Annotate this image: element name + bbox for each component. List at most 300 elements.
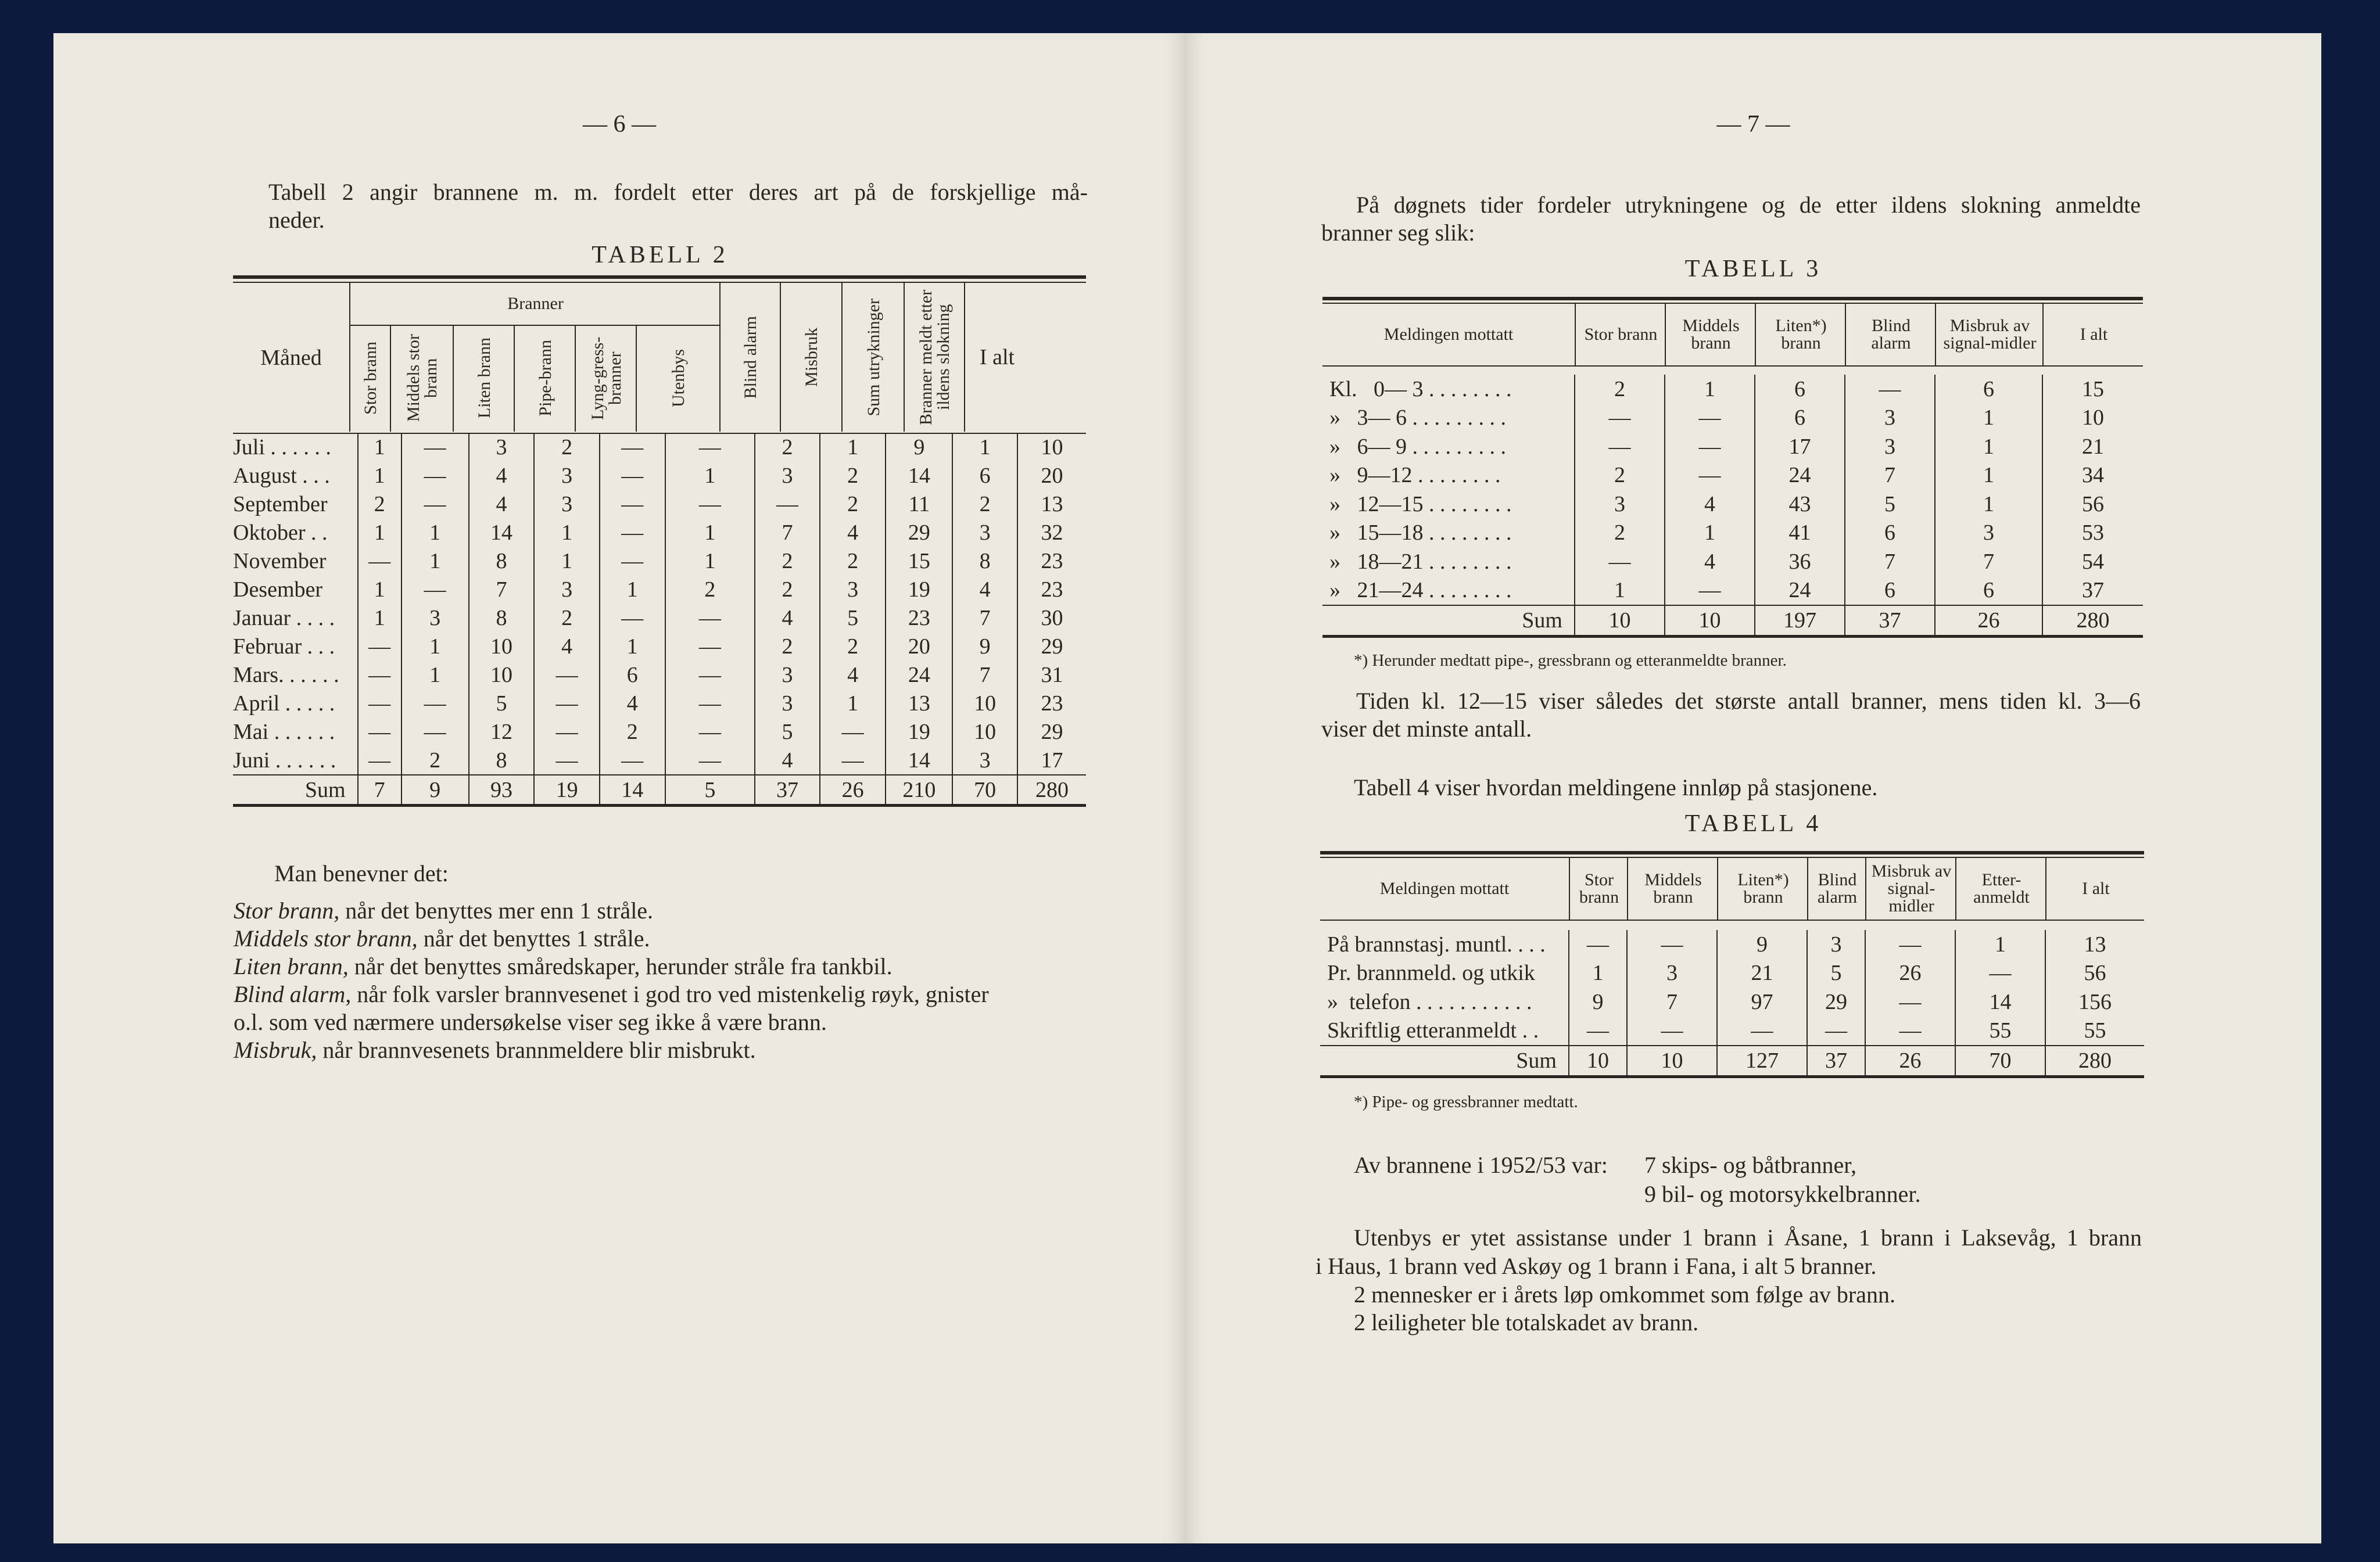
table-cell: 156 (2045, 988, 2144, 1017)
sum-cell: 5 (665, 775, 755, 806)
definition-text: når folk varsler brannvesenet i god tro ved mistenkelig røyk, gnister (351, 981, 989, 1007)
column-label: Misbruk av signal-midler (1943, 316, 2037, 353)
column-label: Blind alarm (1817, 870, 1858, 907)
table-cell: — (1717, 1017, 1807, 1046)
table-cell: 3 (402, 604, 469, 632)
intro-table4: Tabell 4 viser hvordan meldingene innløp på stasjonene. (1354, 774, 1878, 800)
table-cell: 1 (534, 518, 600, 547)
table-cell: 3 (534, 490, 600, 518)
branner-group-header: Branner (349, 283, 721, 326)
table2-column-header (780, 283, 843, 432)
table-cell: 2 (665, 575, 755, 604)
sum-cell: 93 (469, 775, 535, 806)
table-cell: 1 (1935, 461, 2042, 490)
sum-cell: 280 (2042, 605, 2143, 636)
table-row (233, 433, 1086, 461)
sum-cell: 10 (1575, 605, 1665, 636)
month-header: Måned (260, 346, 322, 370)
table-cell: 1 (358, 575, 402, 604)
sum-cell: 127 (1717, 1046, 1807, 1076)
year-line-label: Av brannene i 1952/53 var: (1354, 1152, 1608, 1178)
table-cell: 11 (886, 490, 952, 518)
definitions-list (234, 897, 1094, 1064)
table-cell: 2 (755, 433, 820, 461)
definition-line (234, 1008, 1094, 1036)
table-cell: 37 (2042, 576, 2143, 606)
table-cell: 19 (886, 575, 952, 604)
table-cell: 7 (1935, 547, 2042, 576)
table-cell: 3 (1575, 490, 1665, 519)
table-cell: 6 (1935, 576, 2042, 606)
table-cell: 4 (820, 518, 886, 547)
table-cell: — (402, 490, 469, 518)
table-cell: — (402, 433, 469, 461)
row-label: April . . . . . (233, 691, 335, 716)
table-cell: 6 (1935, 375, 2042, 404)
table-cell: 9 (886, 433, 952, 461)
table-cell: 2 (1575, 375, 1665, 404)
row-label: Desember (233, 577, 323, 602)
table-cell: — (1665, 576, 1755, 606)
table-cell: 2 (820, 490, 886, 518)
table-cell: 5 (1845, 490, 1935, 519)
table-cell: 36 (1755, 547, 1845, 576)
table2-top-rule (233, 275, 1086, 279)
table-cell: 2 (755, 547, 820, 575)
sum-cell: 280 (1017, 775, 1086, 806)
table-cell: 1 (1935, 490, 2042, 519)
table-cell: 1 (665, 547, 755, 575)
table-cell: 55 (1955, 1017, 2045, 1046)
definition-line (234, 897, 1094, 925)
table-cell: 54 (2042, 547, 2143, 576)
table-cell: — (600, 461, 665, 490)
table-cell: 26 (1865, 959, 1955, 988)
table-cell: 1 (665, 461, 755, 490)
column-header (1807, 858, 1866, 920)
table2-column-header (349, 325, 391, 432)
table-row (233, 490, 1086, 518)
table-cell: 6 (952, 461, 1017, 490)
sum-row (1322, 605, 2143, 636)
table-cell: 2 (600, 717, 665, 746)
right-page (1185, 33, 2321, 1543)
sum-cell: 37 (1807, 1046, 1865, 1076)
table-cell: — (534, 689, 600, 717)
table-cell: 29 (1017, 632, 1086, 660)
column-label: Middels stor brann (404, 334, 440, 422)
table-cell: 3 (755, 660, 820, 689)
table-cell: 97 (1717, 988, 1807, 1017)
table-cell: — (358, 689, 402, 717)
table-cell: — (534, 660, 600, 689)
table-row (233, 660, 1086, 689)
definition-text: når det benyttes mer enn 1 stråle. (339, 897, 654, 924)
table-cell: 9 (1717, 930, 1807, 959)
row-label: Januar . . . . (233, 605, 335, 630)
column-label: Etter-anmeldt (1973, 870, 2030, 907)
table-cell: 1 (952, 433, 1017, 461)
definition-text: når det benyttes småredskaper, herunder stråle fra tankbil. (348, 953, 892, 979)
column-label: Liten*) brann (1737, 870, 1789, 907)
intro-text: Tabell 2 angir brannene m. m. fordelt etter deres art på de forskjellige må- neder. (268, 179, 1088, 233)
table-cell: 10 (469, 660, 535, 689)
sum-cell: 10 (1665, 605, 1755, 636)
table-cell: — (1865, 988, 1955, 1017)
row-label: Kl. 0— 3 . . . . . . . . (1329, 376, 1512, 401)
table-cell: — (600, 746, 665, 775)
column-label: Liten brann (474, 337, 494, 419)
table-row (1320, 1017, 2144, 1046)
definition-text: når det benyttes 1 stråle. (417, 925, 650, 951)
table2-column-header (719, 283, 781, 432)
table-row (233, 689, 1086, 717)
table-cell: 4 (1665, 547, 1755, 576)
definition-text: når brannvesenets brannmeldere blir misbrukt. (317, 1037, 756, 1063)
year-line-item1: 7 skips- og båtbranner, (1644, 1152, 1856, 1178)
table-cell: 15 (886, 547, 952, 575)
column-header (1955, 858, 2046, 920)
table-cell: 1 (1955, 930, 2045, 959)
table-cell: 15 (2042, 375, 2143, 404)
table-row (1322, 404, 2143, 433)
table-cell: 29 (1017, 717, 1086, 746)
row-label: » 21—24 . . . . . . . . (1329, 578, 1512, 603)
table-cell: 1 (600, 632, 665, 660)
table-cell: — (600, 490, 665, 518)
table-cell: 2 (1575, 461, 1665, 490)
table-cell: — (820, 717, 886, 746)
sum-cell: 26 (1935, 605, 2042, 636)
row-label: September (233, 491, 328, 516)
table-cell: 21 (2042, 432, 2143, 461)
table-cell: — (1865, 930, 1955, 959)
table-cell: 1 (600, 575, 665, 604)
table-cell: 4 (755, 604, 820, 632)
table-cell: — (1569, 1017, 1627, 1046)
table-cell: — (600, 547, 665, 575)
table-cell: 6 (1755, 404, 1845, 433)
table-cell: — (1865, 1017, 1955, 1046)
table-cell: 19 (886, 717, 952, 746)
table-cell: — (1627, 930, 1717, 959)
table-cell: 24 (1755, 461, 1845, 490)
table-cell: 7 (1627, 988, 1717, 1017)
row-label: På brannstasj. muntl. . . . (1327, 932, 1546, 957)
table4-footnote: *) Pipe- og gressbranner medtatt. (1354, 1093, 1578, 1111)
column-header (1627, 858, 1718, 920)
table-cell: 3 (952, 746, 1017, 775)
column-label: Liten*) brann (1775, 316, 1827, 353)
row-label: Mai . . . . . . (233, 719, 335, 744)
table-cell: 6 (1755, 375, 1845, 404)
left-page (53, 33, 1187, 1543)
definition-line (234, 981, 1094, 1008)
table-cell: 32 (1017, 518, 1086, 547)
table-cell: 1 (358, 433, 402, 461)
sum-cell: 10 (1627, 1046, 1717, 1076)
table-cell: — (665, 604, 755, 632)
table-cell: 7 (1845, 547, 1935, 576)
column-header (1755, 304, 1846, 365)
sum-cell: 197 (1755, 605, 1845, 636)
table-cell: — (402, 689, 469, 717)
table-cell: — (600, 518, 665, 547)
column-header (1865, 858, 1956, 920)
table-cell: — (1575, 432, 1665, 461)
table-cell: — (665, 632, 755, 660)
table-cell: 3 (1845, 432, 1935, 461)
table-cell: 3 (534, 461, 600, 490)
table-cell: — (600, 433, 665, 461)
table-cell: 10 (952, 717, 1017, 746)
table-row (1322, 547, 2143, 576)
table2-column-header (453, 325, 515, 432)
table-title: TABELL 3 (1684, 256, 1822, 282)
table-cell: 3 (755, 689, 820, 717)
table-cell: 5 (755, 717, 820, 746)
table-cell: 14 (1955, 988, 2045, 1017)
table-cell: 13 (1017, 490, 1086, 518)
table2-column-header (514, 325, 576, 432)
column-label: I alt (2082, 879, 2110, 898)
table-row (1322, 490, 2143, 519)
definitions-intro: Man benevner det: (274, 860, 449, 886)
table-cell: — (755, 490, 820, 518)
row-label: Mars. . . . . . (233, 662, 339, 687)
row-label: Pr. brannmeld. og utkik (1327, 961, 1535, 986)
column-header (1322, 304, 1575, 365)
table-cell: 56 (2045, 959, 2144, 988)
column-label: Blind alarm (1871, 316, 1911, 353)
column-label: Stor brann (1579, 870, 1619, 907)
intro-text: På døgnets tider fordeler utrykningene og de etter ildens slokning anmeldte branner seg slik: (1321, 192, 2141, 246)
column-label: Stor brann (1584, 325, 1658, 344)
table3-header (1322, 303, 2143, 367)
table-cell: 8 (952, 547, 1017, 575)
sum-cell: 37 (1845, 605, 1935, 636)
table-cell: 1 (534, 547, 600, 575)
table-cell: — (600, 604, 665, 632)
table3 (1322, 375, 2143, 638)
table-cell: — (358, 717, 402, 746)
sum-cell: 7 (358, 775, 402, 806)
table-cell: — (1575, 404, 1665, 433)
table-cell: — (402, 461, 469, 490)
table-cell: 2 (358, 490, 402, 518)
table-cell: — (820, 746, 886, 775)
table2-column-header (636, 325, 721, 432)
column-label: Meldingen mottatt (1379, 879, 1510, 898)
table-cell: 3 (1845, 404, 1935, 433)
definition-term: Blind alarm, (234, 981, 352, 1007)
column-label: Branner meldt etter ildens slokning (916, 289, 953, 425)
table-cell: — (1665, 404, 1755, 433)
table-cell: 2 (820, 547, 886, 575)
table-cell: 7 (952, 660, 1017, 689)
table-cell: 4 (952, 575, 1017, 604)
table-cell: — (534, 717, 600, 746)
column-header (1320, 858, 1569, 920)
column-label: Lyng-gress-branner (587, 336, 625, 420)
table-cell: 31 (1017, 660, 1086, 689)
table-cell: — (665, 717, 755, 746)
table-cell: 3 (534, 575, 600, 604)
definition-term: Middels stor brann, (234, 925, 418, 951)
table-cell: — (1845, 375, 1935, 404)
table2-column-header (575, 325, 637, 432)
table-row (233, 518, 1086, 547)
table-cell: 10 (952, 689, 1017, 717)
sum-cell: 9 (402, 775, 469, 806)
row-label: Skriftlig etteranmeldt . . (1327, 1018, 1539, 1043)
sum-row (233, 775, 1086, 806)
column-header (1575, 304, 1666, 365)
sum-cell: 280 (2045, 1046, 2144, 1076)
closing-text: Utenbys er ytet assistanse under 1 brann i Åsane, 1 brann i Laksevåg, 1 brann i Haus, 1 brann ved Askøy og 1 brann i Fana, i alt 5 branner. 2 mennesker er i årets løp omkommet som følge av brann. 2 leiligheter ble totalskadet av brann. (1316, 1225, 2142, 1335)
table-cell: 1 (1935, 432, 2042, 461)
table-cell: 14 (469, 518, 535, 547)
table-cell: 20 (1017, 461, 1086, 490)
table-cell: 23 (1017, 575, 1086, 604)
table-cell: 7 (1845, 461, 1935, 490)
table-row (1320, 988, 2144, 1017)
table-cell: 17 (1755, 432, 1845, 461)
table-cell: 1 (358, 518, 402, 547)
table-row (233, 717, 1086, 746)
table-cell: 29 (886, 518, 952, 547)
table-cell: 14 (886, 461, 952, 490)
table-row (1322, 375, 2143, 404)
row-label: Juni . . . . . . (233, 748, 336, 773)
table-cell: — (358, 632, 402, 660)
table-cell: 3 (1807, 930, 1865, 959)
table-cell: — (402, 575, 469, 604)
table-cell: 1 (358, 461, 402, 490)
row-label: Februar . . . (233, 634, 335, 659)
table-cell: — (665, 490, 755, 518)
table-cell: 2 (755, 575, 820, 604)
table-cell: 2 (820, 632, 886, 660)
table-cell: — (1569, 930, 1627, 959)
sum-cell: 70 (952, 775, 1017, 806)
table-row (233, 547, 1086, 575)
table-cell: 56 (2042, 490, 2143, 519)
sum-label: Sum (304, 777, 346, 802)
table2-column-header (841, 283, 905, 432)
table-cell: 9 (1569, 988, 1627, 1017)
table-cell: 43 (1755, 490, 1845, 519)
sum-cell: 19 (534, 775, 600, 806)
table-cell: — (1955, 959, 2045, 988)
table-row (233, 746, 1086, 775)
table-cell: 2 (1575, 519, 1665, 548)
definition-line (234, 953, 1094, 981)
column-header (1717, 858, 1808, 920)
table-row (233, 575, 1086, 604)
column-header (2045, 858, 2145, 920)
table-cell: 4 (469, 490, 535, 518)
column-label: Sum utrykninger (863, 298, 883, 416)
table-cell: 10 (2042, 404, 2143, 433)
table-cell: 7 (952, 604, 1017, 632)
table-cell: 4 (600, 689, 665, 717)
table-cell: — (665, 689, 755, 717)
table-cell: 10 (469, 632, 535, 660)
table-cell: — (665, 433, 755, 461)
table-cell: — (358, 547, 402, 575)
table-cell: 13 (886, 689, 952, 717)
table4-header (1320, 857, 2144, 921)
table-row (233, 461, 1086, 490)
table-cell: 10 (1017, 433, 1086, 461)
sum-cell: 10 (1569, 1046, 1627, 1076)
table-cell: 4 (469, 461, 535, 490)
column-label: Blind alarm (741, 315, 760, 399)
table-cell: 7 (469, 575, 535, 604)
table-cell: 1 (402, 518, 469, 547)
table-cell: — (358, 746, 402, 775)
table-cell: — (665, 746, 755, 775)
table-cell: 30 (1017, 604, 1086, 632)
table-cell: 1 (1665, 519, 1755, 548)
table-cell: 6 (1845, 576, 1935, 606)
column-header (1845, 304, 1936, 365)
table-cell: — (534, 746, 600, 775)
table-cell: 8 (469, 604, 535, 632)
row-label: » 9—12 . . . . . . . . (1329, 463, 1501, 488)
sum-label: Sum (1522, 608, 1562, 633)
definition-term: Liten brann, (234, 953, 349, 979)
table-cell: 2 (534, 433, 600, 461)
table-row (1320, 959, 2144, 988)
table-cell: 7 (755, 518, 820, 547)
row-label: » telefon . . . . . . . . . . . (1327, 989, 1532, 1014)
table-cell: 1 (1575, 576, 1665, 606)
table-cell: 3 (1935, 519, 2042, 548)
table-cell: 2 (820, 461, 886, 490)
table-cell: 1 (1569, 959, 1627, 988)
table-row (233, 632, 1086, 660)
sum-cell: 26 (820, 775, 886, 806)
column-label: Utenbys (669, 349, 688, 407)
table-title: TABELL 2 (592, 242, 729, 268)
row-label: » 6— 9 . . . . . . . . . (1329, 434, 1506, 459)
table4-top-rule (1320, 851, 2144, 854)
table-title: TABELL 4 (1684, 810, 1822, 837)
page-number: — 6 — (583, 111, 656, 138)
table-cell: 8 (469, 547, 535, 575)
table-cell: 23 (886, 604, 952, 632)
table-row (1322, 576, 2143, 606)
table-cell: 20 (886, 632, 952, 660)
table-cell: 3 (952, 518, 1017, 547)
table-cell: 13 (2045, 930, 2144, 959)
table-cell: 24 (886, 660, 952, 689)
table-cell: 14 (886, 746, 952, 775)
column-header (1665, 304, 1756, 365)
table-row (1322, 519, 2143, 548)
row-label: » 3— 6 . . . . . . . . . (1329, 405, 1506, 430)
table-row (1322, 461, 2143, 490)
column-label: Misbruk (802, 328, 821, 387)
table-row (1322, 432, 2143, 461)
column-label: I alt (979, 345, 1015, 369)
table-cell: 1 (358, 604, 402, 632)
table-cell: 24 (1755, 576, 1845, 606)
table-cell: 3 (820, 575, 886, 604)
row-label: » 12—15 . . . . . . . . (1329, 491, 1512, 516)
